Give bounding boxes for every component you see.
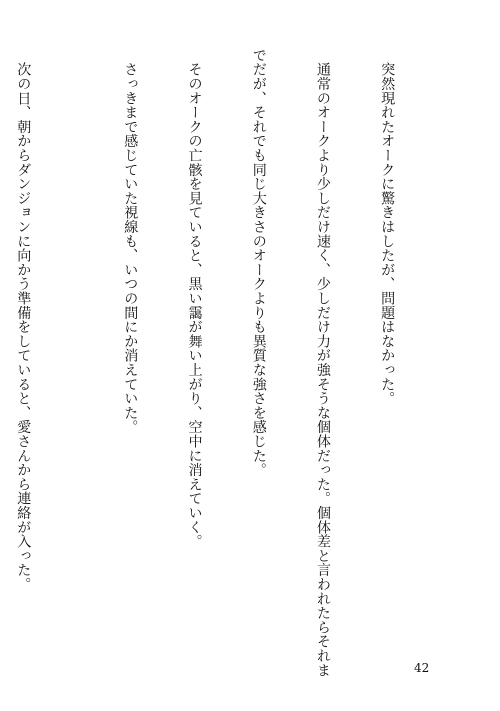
page-number: 42 bbox=[414, 661, 430, 675]
text-line: 次の日、朝からダンジョンに向かう準備をしていると、愛さんから連絡が入った。 bbox=[15, 48, 32, 592]
text-line: そのオークの亡骸を見ていると、黒い靄が舞い上がり、空中に消えていく。 bbox=[186, 48, 203, 549]
text-line: 通常のオークより少しだけ速く、少しだけ力が強そうな個体だった。個体差と言われたらそれま bbox=[314, 48, 331, 678]
text-line: 突然現れたオークに驚きはしたが、問題はなかった。 bbox=[379, 48, 396, 406]
text-line: でだが、それでも同じ大きさのオークよりも異質な強さを感じた。 bbox=[250, 48, 267, 477]
text-line: さっきまで感じていた視線も、いつの間にか消えていた。 bbox=[122, 48, 139, 435]
